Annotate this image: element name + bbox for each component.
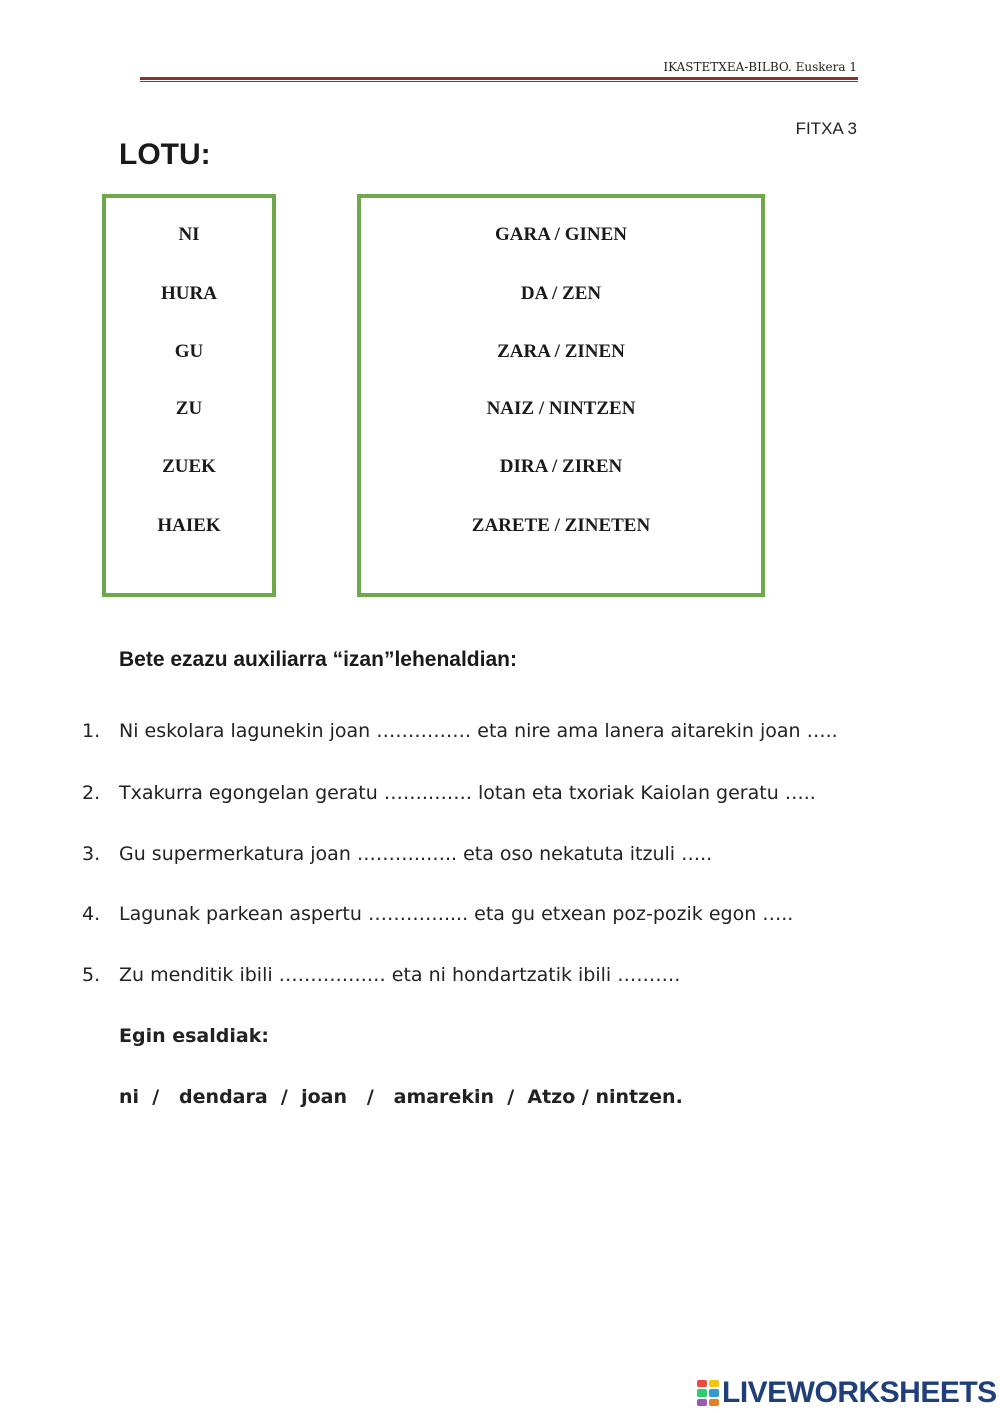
exercise-item bbox=[82, 782, 816, 804]
exercise-item bbox=[82, 720, 838, 742]
sentences-title: Egin esaldiak: bbox=[119, 1025, 269, 1047]
exercise-item bbox=[82, 843, 712, 865]
exercise-item bbox=[82, 964, 680, 986]
pronoun-item: ZU bbox=[175, 398, 203, 419]
exercise-item bbox=[82, 903, 793, 925]
verb-item: DIRA / ZIREN bbox=[499, 456, 623, 477]
verb-item: DA / ZEN bbox=[520, 283, 602, 304]
page-title: LOTU: bbox=[119, 138, 211, 171]
verb-item: ZARETE / ZINETEN bbox=[471, 515, 651, 536]
exercise-number: 2. bbox=[82, 782, 101, 804]
exercise-number: 1. bbox=[82, 720, 101, 742]
verbs-box bbox=[357, 194, 765, 597]
exercise-number: 5. bbox=[82, 964, 101, 986]
verb-item: GARA / GINEN bbox=[495, 224, 627, 245]
pronoun-item: ZUEK bbox=[162, 456, 216, 477]
header-text: IKASTETXEA-BILBO. Euskera 1 bbox=[663, 60, 857, 74]
pronoun-item: HURA bbox=[161, 283, 217, 304]
section-title: Bete ezazu auxiliarra “izan”lehenaldian: bbox=[119, 648, 517, 671]
pronoun-item: NI bbox=[178, 224, 200, 245]
logo-mark-icon bbox=[697, 1380, 719, 1406]
pronouns-box bbox=[102, 194, 276, 597]
header-rule bbox=[140, 77, 858, 82]
exercise-text: Gu supermerkatura joan ………..….. eta oso nekatuta itzuli ….. bbox=[119, 843, 713, 865]
pronoun-item: HAIEK bbox=[157, 515, 221, 536]
liveworksheets-logo bbox=[697, 1376, 997, 1410]
exercise-number: 3. bbox=[82, 843, 101, 865]
pronoun-item: GU bbox=[174, 341, 204, 362]
exercise-text: Lagunak parkean aspertu ………….... eta gu etxean poz-pozik egon ….. bbox=[119, 903, 794, 925]
exercise-text: Txakurra egongelan geratu …….……. lotan eta txoriak Kaiolan geratu ….. bbox=[119, 782, 816, 804]
verb-item: ZARA / ZINEN bbox=[497, 341, 625, 362]
verb-item: NAIZ / NINTZEN bbox=[486, 398, 636, 419]
logo-text: LIVEWORKSHEETS bbox=[722, 1376, 997, 1409]
worksheet-number: FITXA 3 bbox=[795, 119, 857, 138]
exercise-text: Ni eskolara lagunekin joan …………… eta nire ama lanera aitarekin joan ….. bbox=[119, 720, 838, 742]
exercise-text: Zu menditik ibili ……….….… eta ni hondartzatik ibili ………. bbox=[119, 964, 681, 986]
exercise-number: 4. bbox=[82, 903, 101, 925]
scrambled-sentence: ni / dendara / joan / amarekin / Atzo / nintzen. bbox=[119, 1086, 683, 1108]
